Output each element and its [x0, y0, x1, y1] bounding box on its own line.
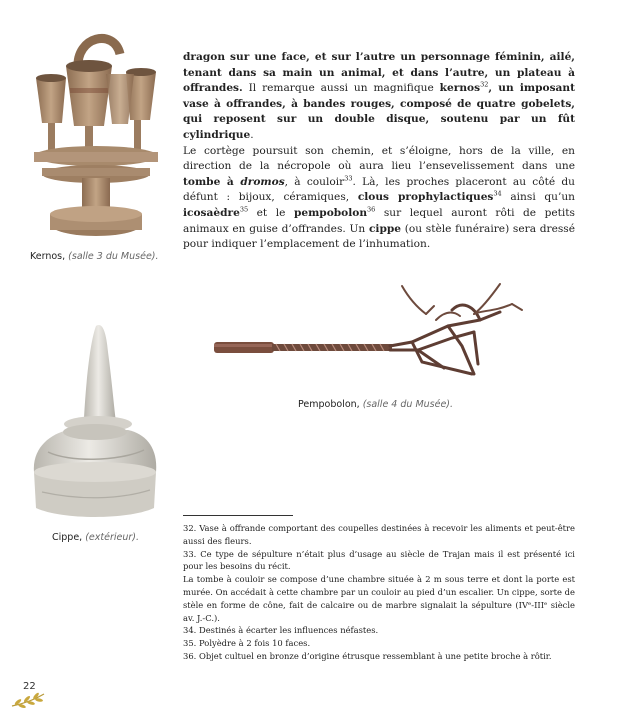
footnote-34: 34. Destinés à écarter les influences néfastes.: [183, 625, 379, 636]
kernos-caption: Kernos, (salle 3 du Musée).: [30, 251, 159, 262]
footnote-36: 36. Objet cultuel en bronze d’origine étrusque ressemblant à une petite broche à rôtir.: [183, 650, 552, 661]
laurel-icon: [8, 690, 48, 710]
footnote-32: 32. Vase à offrande comportant des coupelles destinées à recevoir les aliments et peut-être aussi des fleurs.: [183, 523, 575, 546]
page-number: 22: [23, 681, 36, 692]
pempobolon-caption: Pempobolon, (salle 4 du Musée).: [298, 399, 454, 410]
footnote-35: 35. Polyèdre à 2 fois 10 faces.: [183, 638, 311, 649]
footnote-33-continued: La tombe à couloir se compose d’une chambre située à 2 m sous terre et dont la porte est murée. On accédait à cette chambre par un couloir au pied d’un escalier. Un cippe, sorte de stèle en forme de cône, fait de calcaire ou de marbre signalait la sépulture (IVᵉ-IIIᵉ siècle av. J.-C.).: [183, 574, 575, 623]
main-text: dragon sur une face, et sur l’autre un personnage féminin, ailé, tenant dans sa main un animal, et dans l’autre, un plateau à offrandes. Il remarque aussi un magnifique kernos$^{32}$, un imposant vase à offrandes, à bandes rouges, composé de quatre gobelets, qui reposent sur un double disque, soutenu par un fût cylindrique. Le cortège poursuit son chemin, et s’éloigne, hors de la ville, en direction de la nécropole où aura lieu l’ensevelissement dans une tombe à dromos, à couloir$^{33}$. Là, les proches placeront au côté du défunt : bijoux, céramiques, clous prophylactiques$^{34}$ ainsi qu’un icosaèdre$^{35}$ et le pempobolon$^{36}$ sur lequel auront rôti de petits animaux en guise d’offrandes. Un cippe (ou stèle funéraire) sera dressé pour indiquer l’emplacement de l’inhumation.: [183, 51, 576, 251]
footnotes: [183, 522, 575, 663]
kernos-image: [30, 28, 162, 243]
footnote-separator: [183, 515, 293, 516]
cippe-image: [28, 322, 162, 522]
pempobolon-image: [212, 280, 524, 385]
footnote-33: 33. Ce type de sépulture n’était plus d’usage au siècle de Trajan mais il est présenté ici pour les besoins du récit.: [183, 548, 575, 572]
cippe-caption: Cippe, (extérieur).: [52, 532, 140, 543]
